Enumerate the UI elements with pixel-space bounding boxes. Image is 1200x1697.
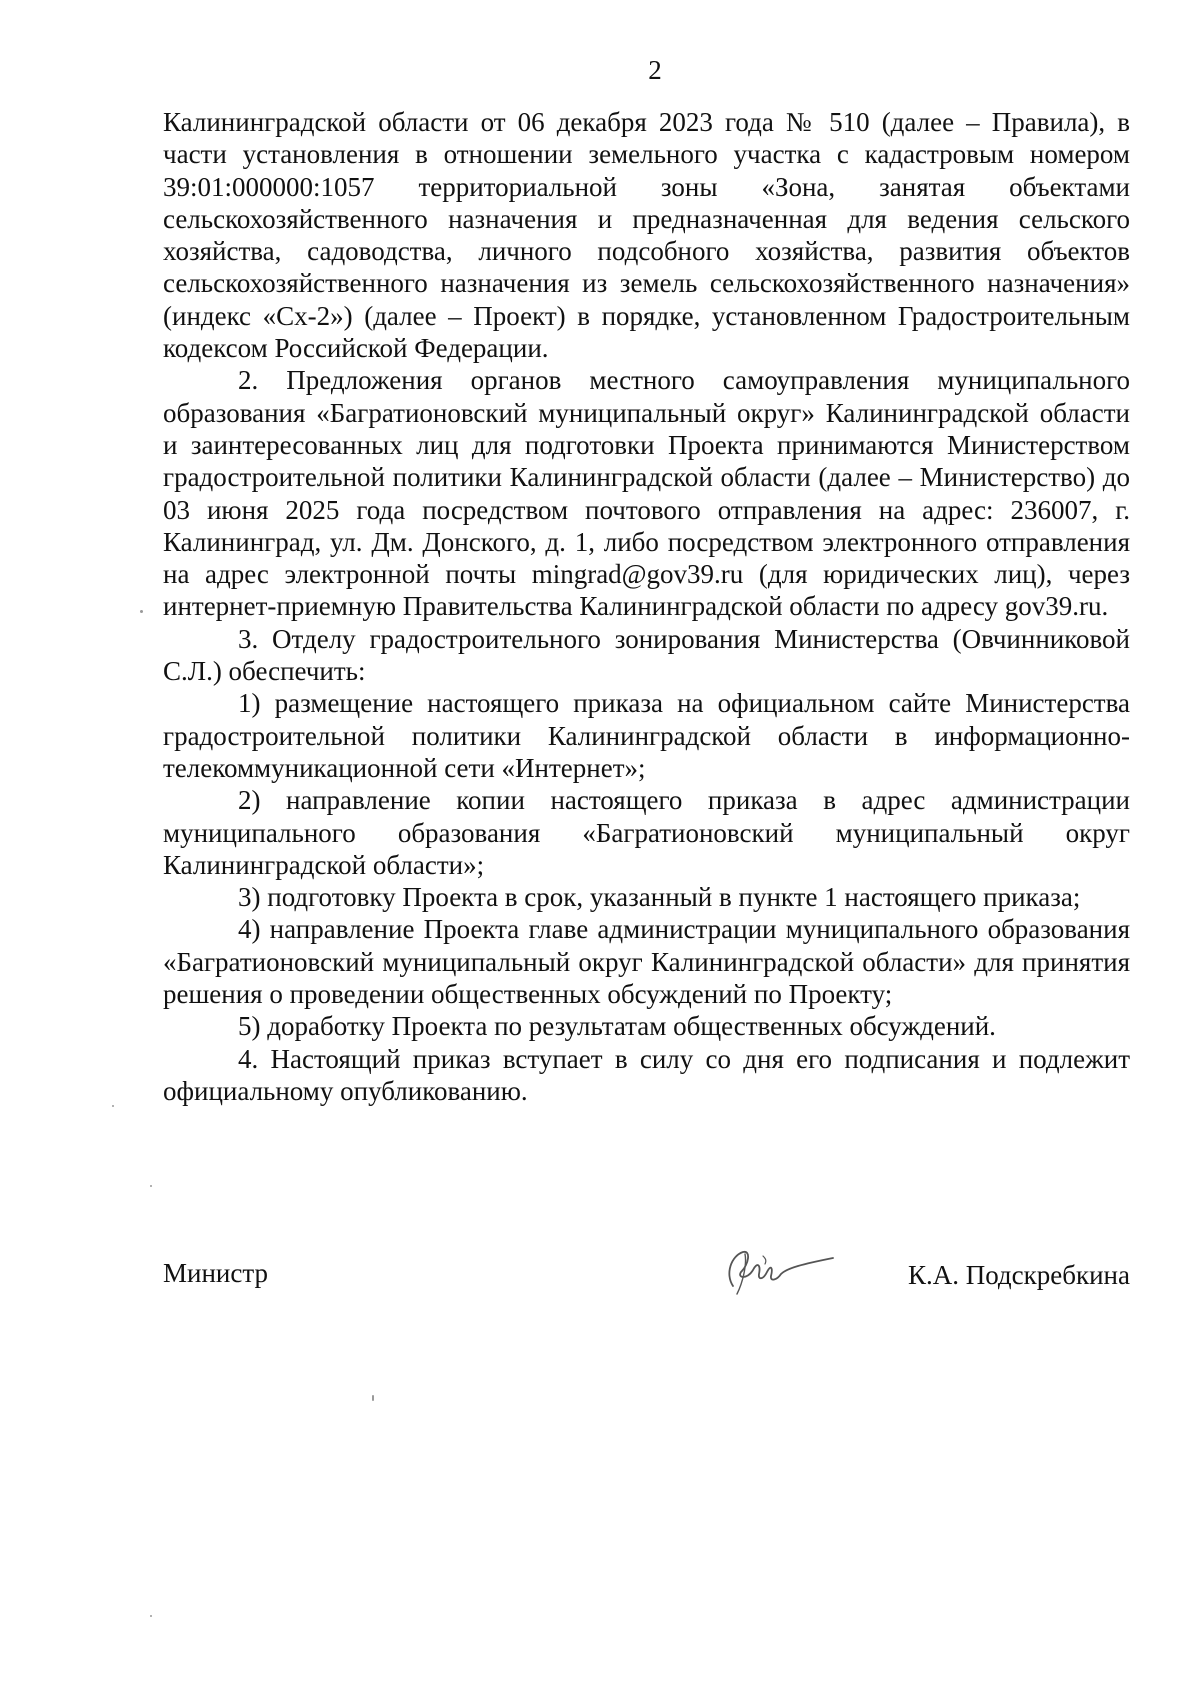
paragraph-item-3: 3. Отделу градостроительного зонирования Министерства (Овчинниковой С.Л.) обеспечить: [163, 623, 1130, 687]
scan-speck [150, 1185, 152, 1187]
page-number: 2 [648, 55, 662, 85]
signatory-name: К.А. Подскребкина [907, 1260, 1130, 1290]
subitem-4: 4) направление Проекта главе администрации муниципального образования «Багратионовский муниципальный округ Калининградской области» для принятия решения о проведении общественных обсуждений по Проекту; [163, 914, 1130, 1010]
handwritten-signature [703, 1234, 843, 1304]
subitem-1: 1) размещение настоящего приказа на официальном сайте Министерства градостроительной политики Калининградской области в информационно-телекоммуникационной сети «Интернет»; [163, 688, 1130, 783]
paragraph-item-4: 4. Настоящий приказ вступает в силу со дня его подписания и подлежит официальному опубликованию. [163, 1043, 1130, 1106]
scan-speck [112, 1105, 114, 1107]
scan-speck [372, 1395, 374, 1401]
paragraph-continuation: Калининградской области от 06 декабря 2023 года № 510 (далее – Правила), в части установления в отношении земельного участка с кадастровым номером 39:01:000000:1057 территориальной зоны «Зона, занятая объектами сельскохозяйственного назначения и предназначенная для ведения сельского хозяйства, садоводства, личного подсобного хозяйства, развития объектов сельскохозяйственного назначения из земель сельскохозяйственного назначения» (индекс «Сх-2») (далее – Проект) в порядке, установленном Градостроительным кодексом Российской Федерации. [163, 107, 1130, 364]
scan-speck [150, 1615, 152, 1617]
subitem-5: 5) доработку Проекта по результатам общественных обсуждений. [238, 1011, 996, 1042]
scan-speck [140, 610, 143, 613]
paragraph-item-2: 2. Предложения органов местного самоуправления муниципального образования «Багратионовский муниципальный округ» Калининградской области и заинтересованных лиц для подготовки Проекта принимаются Министерством градостроительной политики Калининградской области (далее – Министерство) до 03 июня 2025 года посредством почтового отправления на адрес: 236007, г. Калининград, ул. Дм. Донского, д. 1, либо посредством электронного отправления на адрес электронной почты mingrad@gov39.ru (для юридических лиц), через интернет-приемную Правительства Калининградской области по адресу gov39.ru. [163, 365, 1130, 622]
signature-block [163, 1258, 1130, 1328]
subitem-2: 2) направление копии настоящего приказа в адрес администрации муниципального образования «Багратионовский муниципальный округ Калининградской области»; [163, 785, 1130, 880]
subitem-3: 3) подготовку Проекта в срок, указанный в пункте 1 настоящего приказа; [238, 882, 1081, 913]
signatory-role: Министр [163, 1258, 268, 1288]
document-body [163, 106, 1130, 1107]
